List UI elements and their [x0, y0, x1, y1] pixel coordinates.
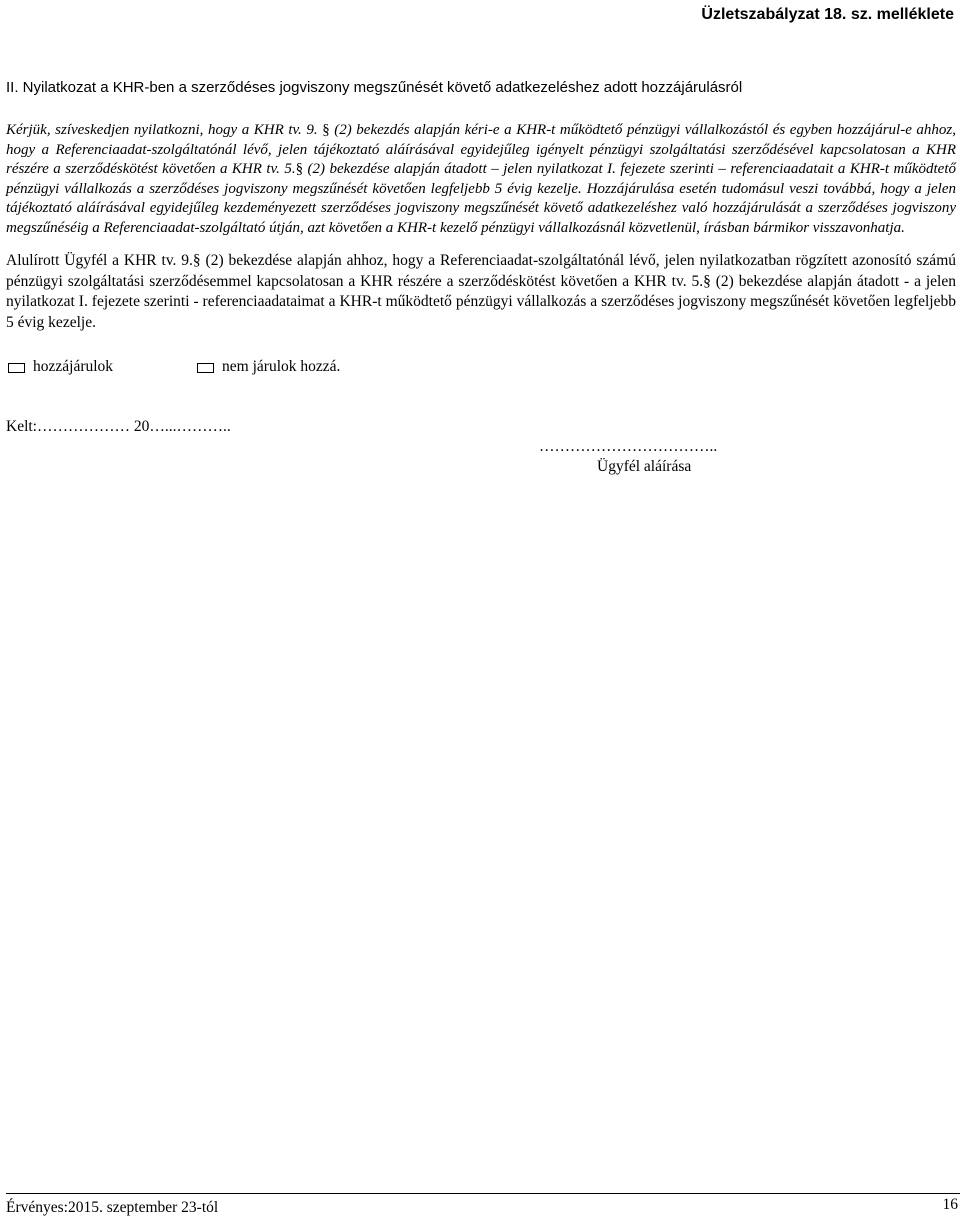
document-header-title: Üzletszabályzat 18. sz. melléklete — [701, 6, 954, 23]
footer-divider — [6, 1193, 960, 1194]
instruction-text-part3: (2) bekezdése alapján átadott – jelen nyilatkozat I. fejezete szerinti – referenciaadatait a KHR-t működtető pénzügyi vállalkozás a szerződéses jogviszony megszűnését követően legfeljebb 5 évig kezelje. Hozzájárulása esetén tudomásul veszi továbbá, hogy a jelen tájékoztató aláírásával egyidejűleg kezdeményezett szerződéses jogviszony megszűnését követő adatkezeléshez való hozzájárulását a szerződéses jogviszony megszűnéséig a Referenciaadat-szolgáltató útján, azt követően a KHR-t kezelő pénzügyi vállalkozásnál közvetlenül, írásban bármikor visszavonhatja. — [6, 161, 956, 236]
agree-label: hozzájárulok — [33, 358, 114, 375]
option-agree[interactable] — [8, 358, 113, 376]
place-date-field: Kelt:……………… 20…...……….. — [6, 418, 231, 435]
signature-line: …………………………….. — [539, 438, 718, 455]
footer-valid-from: Érvényes:2015. szeptember 23-tól — [6, 1199, 219, 1216]
declaration-paragraph: Alulírott Ügyfél a KHR tv. 9.§ (2) bekezdése alapján ahhoz, hogy a Referenciaadat-szolgáltatónál lévő, jelen nyilatkozatban rögzített azonosító számú pénzügyi szolgáltatási szerződésemmel kapcsolatosan a KHR részére a szerződéskötést követően a KHR tv. 5.§ (2) bekezdése alapján átadott - a jelen nyilatkozat I. fejezete szerinti - referenciaadataimat a KHR-t működtető pénzügyi vállalkozás a szerződéses jogviszony megszűnését követően legfeljebb 5 évig kezelje. — [6, 252, 956, 331]
disagree-label: nem járulok hozzá. — [222, 358, 341, 375]
page-number: 16 — [942, 1196, 958, 1213]
option-disagree[interactable] — [197, 358, 340, 376]
agree-checkbox[interactable] — [8, 363, 25, 373]
consent-options — [8, 358, 340, 376]
signature-label: Ügyfél aláírása — [597, 458, 692, 475]
disagree-checkbox[interactable] — [197, 363, 214, 373]
instruction-paragraph — [6, 121, 956, 238]
section-title: II. Nyilatkozat a KHR-ben a szerződéses jogviszony megszűnését követő adatkezeléshez adott hozzájárulásról — [6, 79, 743, 96]
instruction-text-part1: Kérjük, szíveskedjen nyilatkozni, hogy a KHR tv. 9. — [6, 122, 323, 138]
instruction-text-part2: (2) bekezdés alapján kéri-e a KHR-t működtető pénzügyi vállalkozástól és egyben hozzájárul-e ahhoz, hogy a Referenciaadat-szolgáltatónál lévő, jelen tájékoztató aláírásával egyidejűleg igényelt pénzügyi szolgáltatási szerződésével kapcsolatosan a KHR részére a szerződéskötést követően a KHR tv. 5. — [6, 122, 957, 177]
section-sign: § — [322, 122, 330, 138]
section-sign: § — [295, 161, 304, 177]
